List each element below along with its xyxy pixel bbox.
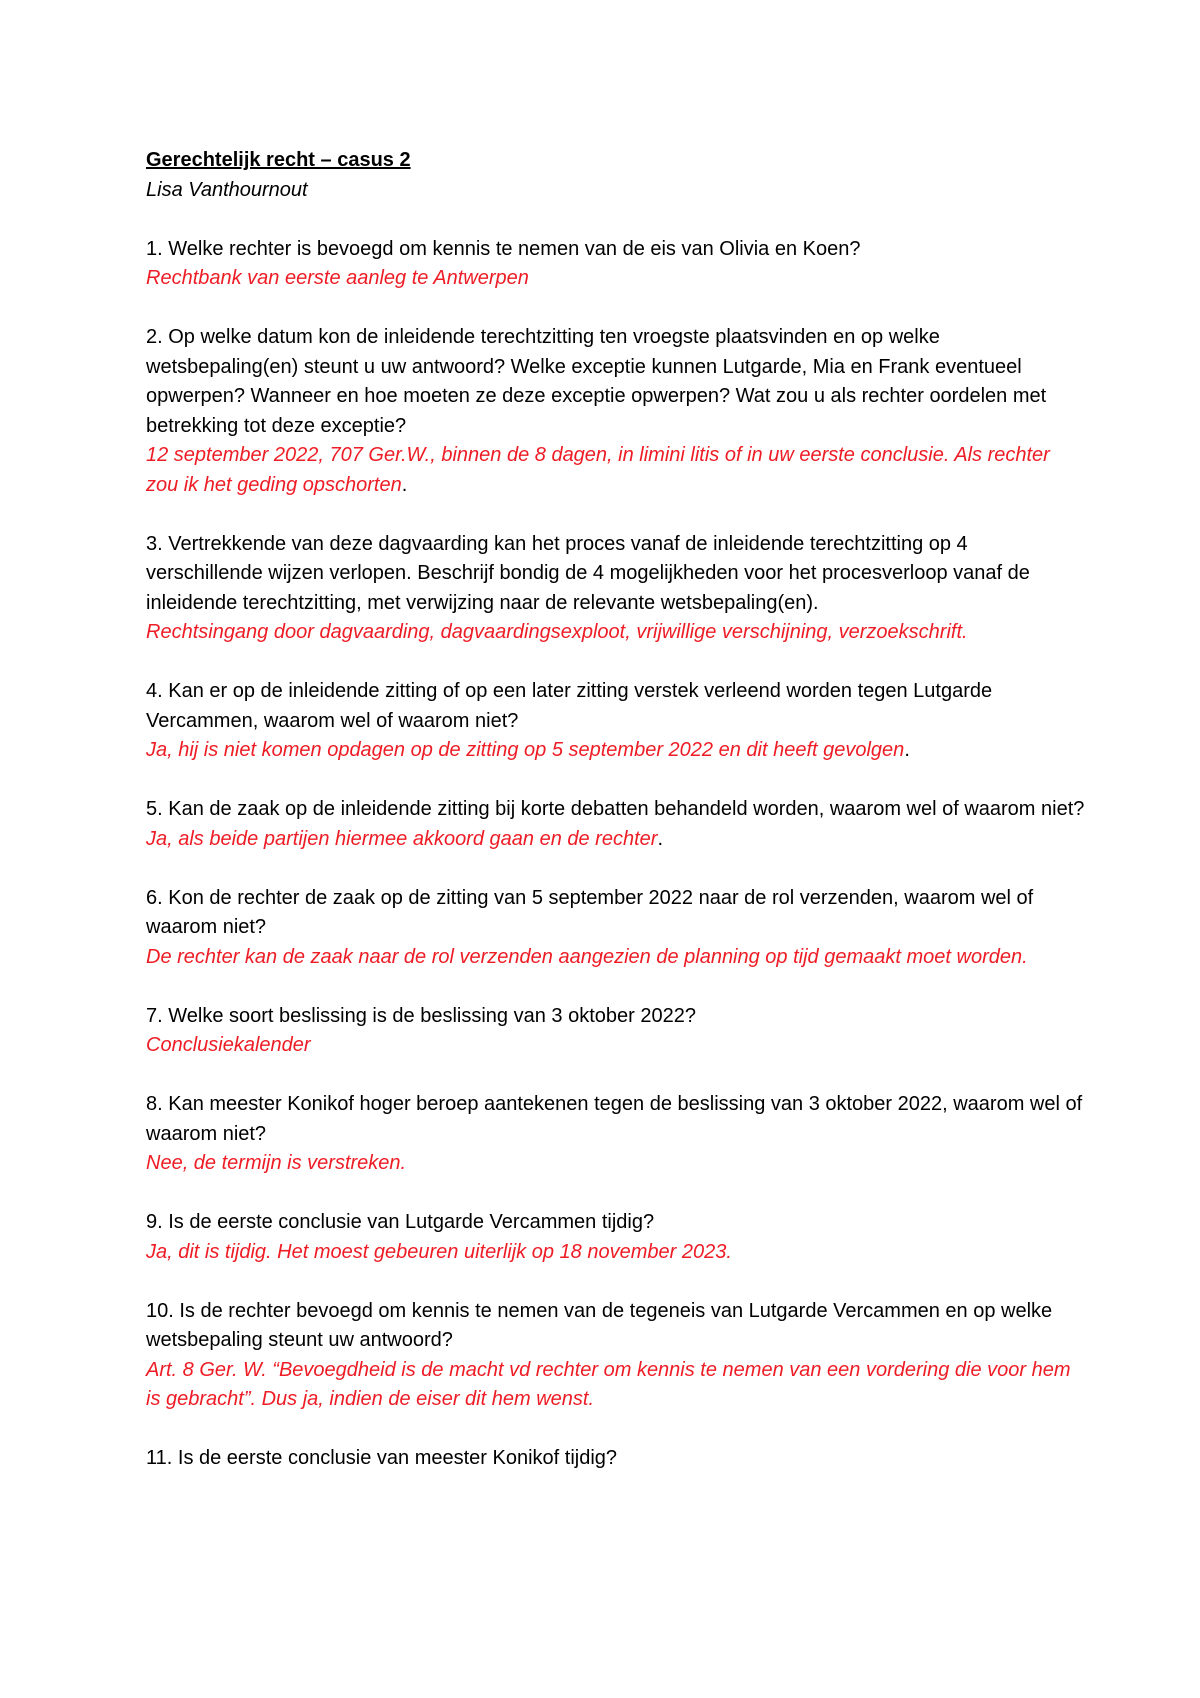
question-text: Op welke datum kon de inleidende terechtzitting ten vroegste plaatsvinden en op welke wetsbepaling(en) steunt u uw antwoord? Welke exceptie kunnen Lutgarde, Mia en Frank eventueel opwerpen? Wanneer en hoe moeten ze deze exceptie opwerpen? Wat zou u als rechter oordelen met betrekking tot deze exceptie? <box>146 326 1047 437</box>
qa-item <box>146 1444 1086 1474</box>
question-number: 11. <box>146 1447 173 1469</box>
question <box>146 1090 1086 1149</box>
qa-item <box>146 1297 1086 1415</box>
question-number: 3. <box>146 532 163 555</box>
question-text: Kon de rechter de zaak op de zitting van 5 september 2022 naar de rol verzenden, waarom wel of waarom niet? <box>146 886 1034 938</box>
question-number: 10. <box>146 1299 174 1322</box>
answer <box>146 264 1086 294</box>
answer-text: Conclusiekalender <box>146 1034 311 1056</box>
answer-text: Rechtbank van eerste aanleg te Antwerpen <box>146 267 529 289</box>
answer-text: De rechter kan de zaak naar de rol verzenden aangezien de planning op tijd gemaakt moet worden. <box>146 945 1028 968</box>
question-text: Welke rechter is bevoegd om kennis te nemen van de eis van Olivia en Koen? <box>168 237 861 260</box>
question-text: Kan de zaak op de inleidende zitting bij korte debatten behandeld worden, waarom wel of waarom niet? <box>168 798 1085 820</box>
qa-item <box>146 530 1086 648</box>
question-text: Welke soort beslissing is de beslissing van 3 oktober 2022? <box>168 1004 696 1027</box>
answer-text: Rechtsingang door dagvaarding, dagvaardingsexploot, vrijwillige verschijning, verzoekschrift. <box>146 621 968 643</box>
answer <box>146 1356 1086 1415</box>
question <box>146 884 1086 943</box>
question <box>146 677 1086 736</box>
question <box>146 1002 1086 1032</box>
answer <box>146 1149 1086 1179</box>
answer-text: Ja, als beide partijen hiermee akkoord gaan en de rechter <box>146 827 658 850</box>
answer <box>146 441 1086 500</box>
answer-text: Nee, de termijn is verstreken. <box>146 1152 407 1174</box>
answer-text: 12 september 2022, 707 Ger.W., binnen de 8 dagen, in limini litis of in uw eerste conclusie. Als rechter zou ik het geding opschorten <box>146 444 1050 496</box>
answer <box>146 618 1086 648</box>
question <box>146 795 1086 825</box>
answer <box>146 825 1086 855</box>
question-number: 5. <box>146 798 163 820</box>
qa-item <box>146 323 1086 500</box>
answer-trailing-punctuation: . <box>401 473 408 496</box>
document-body <box>146 146 1086 1474</box>
answer <box>146 1238 1086 1268</box>
answer-text: Art. 8 Ger. W. “Bevoegdheid is de macht vd rechter om kennis te nemen van een vordering die voor hem is gebracht”. Dus ja, indien de eiser dit hem wenst. <box>146 1358 1071 1410</box>
qa-item <box>146 884 1086 973</box>
question <box>146 235 1086 265</box>
qa-item <box>146 795 1086 854</box>
qa-item <box>146 1002 1086 1061</box>
question-number: 4. <box>146 680 163 702</box>
question-number: 1. <box>146 237 163 260</box>
question <box>146 1208 1086 1238</box>
document-author: Lisa Vanthournout <box>146 178 308 201</box>
qa-item <box>146 1208 1086 1267</box>
question-number: 6. <box>146 886 163 909</box>
document-title: Gerechtelijk recht – casus 2 <box>146 149 411 171</box>
question-number: 2. <box>146 326 163 348</box>
question <box>146 1444 1086 1474</box>
qa-item <box>146 677 1086 766</box>
answer <box>146 943 1086 973</box>
question <box>146 1297 1086 1356</box>
question-number: 8. <box>146 1093 163 1115</box>
question-text: Is de eerste conclusie van Lutgarde Vercammen tijdig? <box>168 1211 655 1233</box>
qa-item <box>146 235 1086 294</box>
question-text: Kan er op de inleidende zitting of op een later zitting verstek verleend worden tegen Lutgarde Vercammen, waarom wel of waarom niet? <box>146 680 993 732</box>
question-text: Is de eerste conclusie van meester Konikof tijdig? <box>177 1447 618 1469</box>
question-number: 9. <box>146 1211 163 1233</box>
answer <box>146 736 1086 766</box>
answer-text: Ja, dit is tijdig. Het moest gebeuren uiterlijk op 18 november 2023. <box>146 1240 732 1263</box>
question-text: Vertrekkende van deze dagvaarding kan het proces vanaf de inleidende terechtzitting op 4 verschillende wijzen verlopen. Beschrijf bondig de 4 mogelijkheden voor het procesverloop vanaf de inleidende terechtzitting, met verwijzing naar de relevante wetsbepaling(en). <box>146 532 1030 614</box>
qa-item <box>146 1090 1086 1179</box>
answer <box>146 1031 1086 1061</box>
answer-trailing-punctuation: . <box>904 739 910 761</box>
question-number: 7. <box>146 1004 163 1027</box>
question-text: Is de rechter bevoegd om kennis te nemen van de tegeneis van Lutgarde Vercammen en op welke wetsbepaling steunt uw antwoord? <box>146 1299 1053 1351</box>
question <box>146 530 1086 619</box>
question <box>146 323 1086 441</box>
answer-text: Ja, hij is niet komen opdagen op de zitting op 5 september 2022 en dit heeft gevolgen <box>146 739 905 761</box>
qa-list <box>146 235 1086 1474</box>
answer-trailing-punctuation: . <box>657 827 663 850</box>
question-text: Kan meester Konikof hoger beroep aantekenen tegen de beslissing van 3 oktober 2022, waarom wel of waarom niet? <box>146 1093 1083 1145</box>
